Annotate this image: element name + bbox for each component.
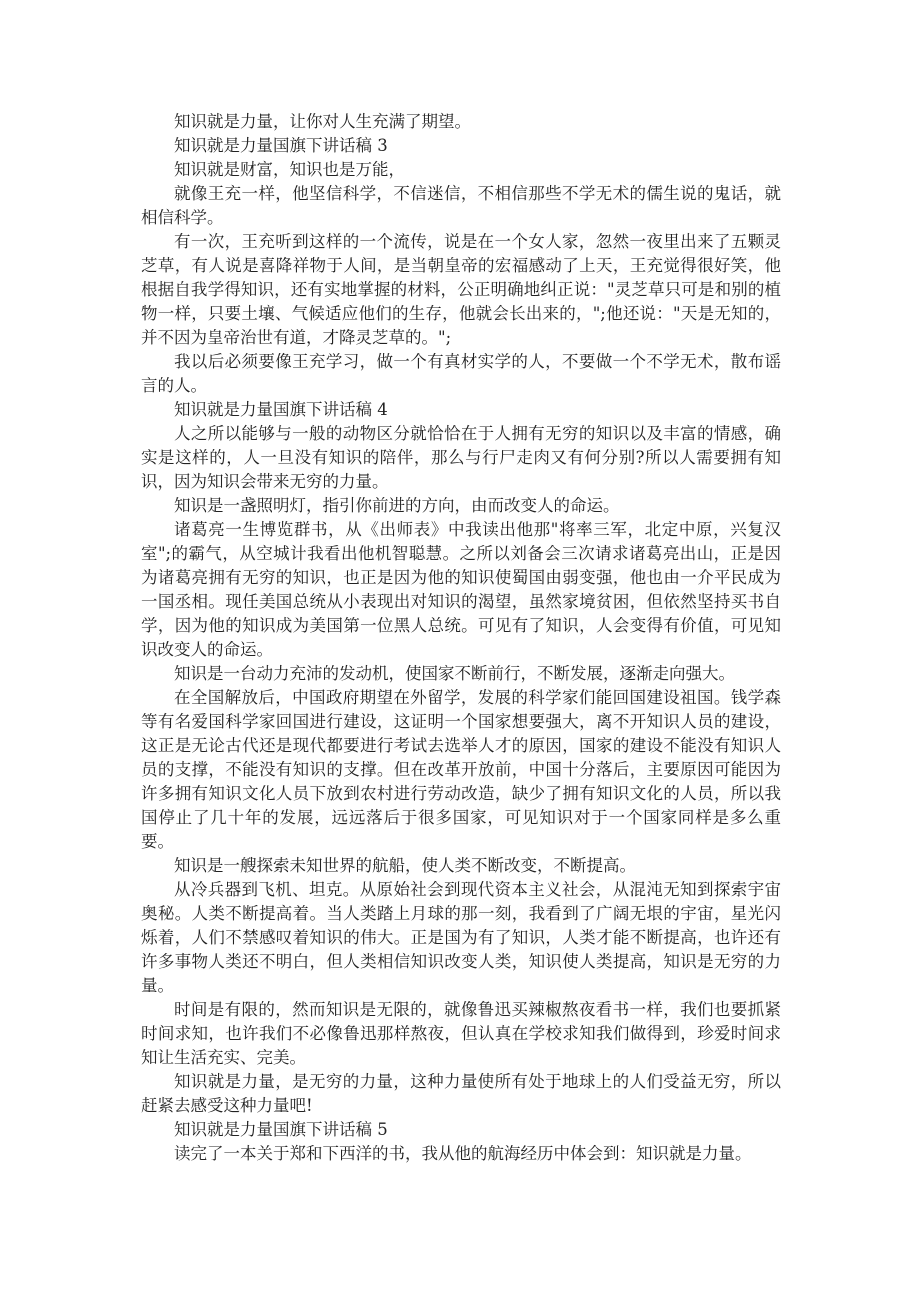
section-heading: 知识就是力量国旗下讲话稿 3 <box>174 136 388 155</box>
paragraph: 就像王充一样，他坚信科学，不信迷信，不相信那些不学无术的儒生说的鬼话，就相信科学。 <box>141 184 781 227</box>
paragraph: 有一次，王充听到这样的一个流传，说是在一个女人家，忽然一夜里出来了五颗灵芝草，有人说是喜降祥物于人间，是当朝皇帝的宏福感动了上天，王充觉得很好笑，他根据自我学得知识，还有实地掌握的材料，公正明确地纠正说："灵芝草只可是和别的植物一样，只要土壤、气候适应他们的生存，他就会长出来的，";他还说："天是无知的，并不因为皇帝治世有道，才降灵芝草的。"; <box>141 232 781 347</box>
paragraph: 人之所以能够与一般的动物区分就恰恰在于人拥有无穷的知识以及丰富的情感，确实是这样的，人一旦没有知识的陪伴，那么与行尸走肉又有何分别?所以人需要拥有知识，因为知识会带来无穷的力量。 <box>141 424 781 491</box>
paragraph: 在全国解放后，中国政府期望在外留学，发展的科学家们能回国建设祖国。钱学森等有名爱国科学家回国进行建设，这证明一个国家想要强大，离不开知识人员的建设，这正是无论古代还是现代都要进行考试去选举人才的原因，国家的建设不能没有知识人员的支撑，不能没有知识的支撑。但在改革开放前，中国十分落后，主要原因可能因为许多拥有知识文化人员下放到农村进行劳动改造，缺少了拥有知识文化的人员，所以我国停止了几十年的发展，远远落后于很多国家，可见知识对于一个国家同样是多么重要。 <box>141 688 781 851</box>
paragraph: 时间是有限的，然而知识是无限的，就像鲁迅买辣椒熬夜看书一样，我们也要抓紧时间求知，也许我们不必像鲁迅那样熬夜，但认真在学校求知我们做得到，珍爱时间求知让生活充实、完美。 <box>141 1000 781 1067</box>
paragraph: 我以后必须要像王充学习，做一个有真材实学的人，不要做一个不学无术，散布谣言的人。 <box>141 352 781 395</box>
section-heading: 知识就是力量国旗下讲话稿 5 <box>174 1120 388 1139</box>
paragraph: 知识是一艘探索未知世界的航船，使人类不断改变，不断提高。 <box>174 856 636 875</box>
paragraph: 从冷兵器到飞机、坦克。从原始社会到现代资本主义社会，从混沌无知到探索宇宙奥秘。人类不断提高着。当人类踏上月球的那一刻，我看到了广阔无垠的宇宙，星光闪烁着，人们不禁感叹着知识的伟大。正是国为有了知识，人类才能不断提高，也许还有许多事物人类还不明白，但人类相信知识改变人类，知识使人类提高，知识是无穷的力量。 <box>141 880 781 995</box>
document-body <box>141 110 781 1166</box>
paragraph: 知识是一盏照明灯，指引你前进的方向，由而改变人的命运。 <box>174 496 620 515</box>
section-heading: 知识就是力量国旗下讲话稿 4 <box>174 400 388 419</box>
paragraph: 知识就是财富，知识也是万能， <box>174 160 405 179</box>
paragraph: 知识就是力量，让你对人生充满了期望。 <box>174 112 471 131</box>
paragraph: 知识就是力量，是无穷的力量，这种力量使所有处于地球上的人们受益无穷，所以赶紧去感受这种力量吧! <box>141 1072 781 1115</box>
paragraph: 诸葛亮一生博览群书，从《出师表》中我读出他那"将率三军，北定中原，兴复汉室";的霸气，从空城计我看出他机智聪慧。之所以刘备会三次请求诸葛亮出山，正是因为诸葛亮拥有无穷的知识，也正是因为他的知识使蜀国由弱变强，他也由一介平民成为一国丞相。现任美国总统从小表现出对知识的渴望，虽然家境贫困，但依然坚持买书自学，因为他的知识成为美国第一位黑人总统。可见有了知识，人会变得有价值，可见知识改变人的命运。 <box>141 520 781 659</box>
paragraph: 知识是一台动力充沛的发动机，使国家不断前行，不断发展，逐渐走向强大。 <box>174 664 735 683</box>
paragraph: 读完了一本关于郑和下西洋的书，我从他的航海经历中体会到：知识就是力量。 <box>174 1144 752 1163</box>
